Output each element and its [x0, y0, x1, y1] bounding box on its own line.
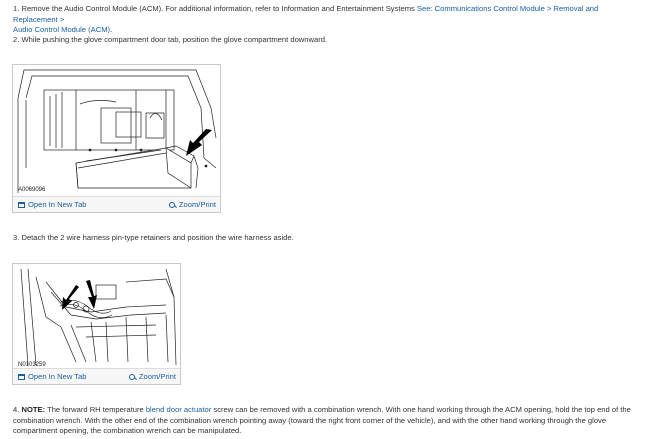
- figure-id: N0103259: [18, 362, 46, 368]
- note-text-before: The forward RH temperature: [45, 405, 146, 414]
- open-in-new-tab-button[interactable]: [18, 200, 87, 209]
- zoom-label: Zoom/Print: [138, 372, 176, 381]
- link-audio-control-module[interactable]: Audio Control Module (ACM): [13, 25, 111, 34]
- step-text: Detach the 2 wire harness pin-type retainers and position the wire harness aside.: [21, 233, 294, 242]
- open-in-new-tab-button[interactable]: [18, 372, 87, 381]
- step-1: [13, 4, 643, 36]
- step-3: [13, 233, 643, 244]
- step-number: 4.: [13, 405, 20, 414]
- magnifier-icon: [169, 202, 175, 208]
- figure-toolbar: [13, 368, 180, 384]
- link-communications-control-module[interactable]: See: Communications Control Module > Removal and Replacement >: [13, 4, 599, 24]
- figure-id: A0069096: [18, 187, 46, 193]
- step-end: .: [110, 25, 113, 34]
- note-label: NOTE:: [21, 405, 46, 414]
- open-label: Open In New Tab: [28, 200, 87, 209]
- figure-glove-compartment: [12, 64, 221, 213]
- new-tab-icon: [18, 202, 25, 208]
- step-number: 3.: [13, 233, 20, 242]
- step-text: Remove the Audio Control Module (ACM). For additional information, refer to Information and Entertainment Systems: [21, 4, 417, 13]
- magnifier-icon: [129, 374, 135, 380]
- diagram-glove-compartment: [16, 68, 217, 195]
- figure-wire-harness: [12, 263, 181, 385]
- link-blend-door-actuator[interactable]: blend door actuator: [145, 405, 212, 414]
- zoom-print-button[interactable]: [169, 200, 216, 209]
- note-text-after: screw can be removed with a combination wrench. With one hand working through the ACM opening, hold the top end of the combination wrench. With the other end of the combination wrench pointing away (toward the right front corner of the vehicle), and with the other hand working through the glove compartment opening, the combination wrench can be manipulated.: [13, 405, 631, 435]
- figure-toolbar: [13, 196, 220, 212]
- step-4: [13, 405, 643, 437]
- diagram-wire-harness: [16, 267, 177, 367]
- step-2: [13, 35, 643, 46]
- zoom-print-button[interactable]: [129, 372, 176, 381]
- step-number: 1.: [13, 4, 20, 13]
- new-tab-icon: [18, 374, 25, 380]
- zoom-label: Zoom/Print: [178, 200, 216, 209]
- step-number: 2.: [13, 35, 20, 44]
- open-label: Open In New Tab: [28, 372, 87, 381]
- step-text: While pushing the glove compartment door tab, position the glove compartment downward.: [21, 35, 328, 44]
